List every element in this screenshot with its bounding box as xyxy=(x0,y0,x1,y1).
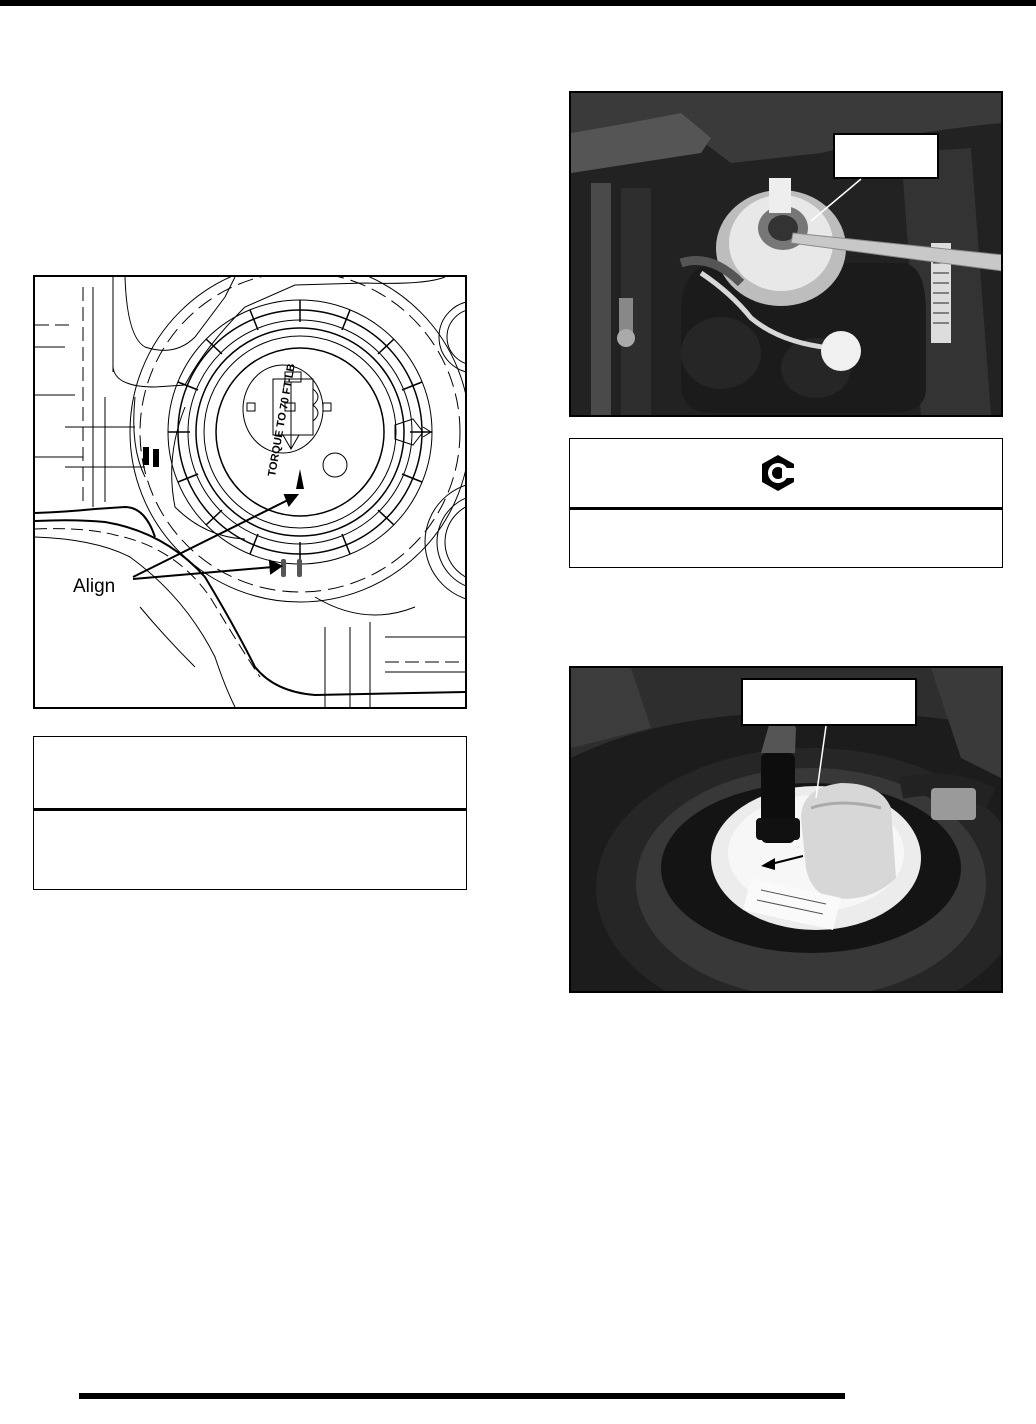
tank-alignment-mark xyxy=(281,559,286,577)
figure-photo-torque-wrench xyxy=(569,91,1003,417)
tank-alignment-mark xyxy=(297,559,302,577)
callout-box-top xyxy=(833,133,939,179)
figure-photo-fuel-pump-module xyxy=(569,666,1003,993)
torque-wrench-icon xyxy=(758,453,798,493)
spec-box-divider xyxy=(34,808,466,811)
callout-box-bottom xyxy=(741,678,917,726)
spec-box-left-header xyxy=(44,757,454,797)
bottom-rule xyxy=(79,1393,845,1399)
alignment-line-drawing xyxy=(35,277,465,707)
spec-box-divider xyxy=(570,507,1002,510)
spec-box-right-body xyxy=(580,521,990,557)
spec-box-right xyxy=(569,438,1003,568)
align-arrows xyxy=(133,495,297,579)
flange-alignment-pointer xyxy=(296,469,304,489)
align-label: Align xyxy=(73,576,116,597)
spec-box-left xyxy=(33,736,467,890)
top-rule xyxy=(0,0,1036,6)
spec-box-left-body xyxy=(44,827,454,867)
torque-marking-text: TORQUE TO 70 FT-LB xyxy=(266,362,298,478)
figure-fuel-pump-alignment-diagram xyxy=(33,275,467,709)
